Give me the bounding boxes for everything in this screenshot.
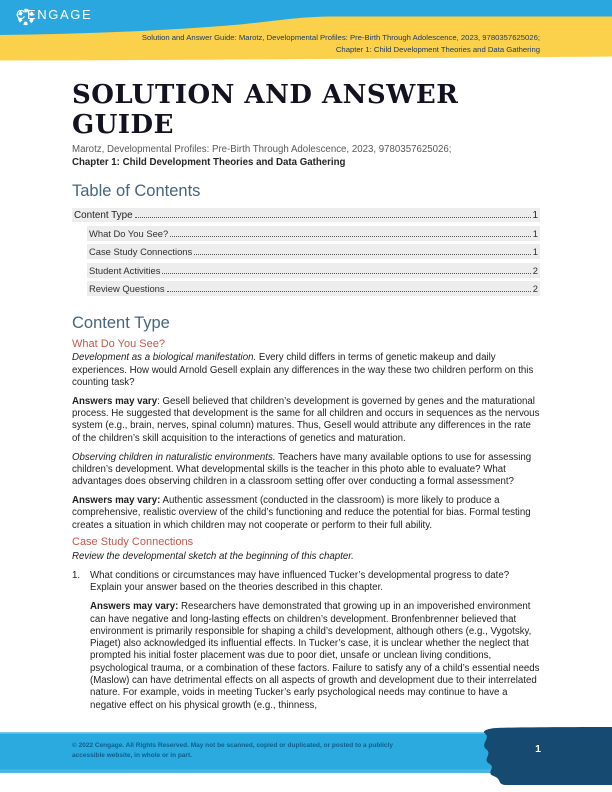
toc-entry[interactable] (72, 208, 540, 223)
toc-entry-label: Student Activities (89, 264, 161, 276)
toc-entry[interactable] (87, 244, 540, 259)
numbered-item (72, 570, 540, 595)
document-subtitle: Marotz, Developmental Profiles: Pre-Birth Through Adolescence, 2023, 9780357625026; (72, 144, 452, 155)
sections (72, 314, 540, 711)
paragraph: Answers may vary: Authentic assessment (conducted in the classroom) is more likely to produce a comprehensive, realistic overview of the child’s functioning and reduce the potential for bias. Formal testing creates a situation in which children may not cooperate or perform to their full ability. (72, 494, 531, 531)
running-header-line1: Solution and Answer Guide: Marotz, Developmental Profiles: Pre-Birth Through Adolescence, 2023, 9780357625026; (141, 33, 540, 42)
toc-page-number: 2 (532, 283, 538, 295)
document-chapter: Chapter 1: Child Development Theories and Data Gathering (72, 156, 346, 168)
cengage-logo (16, 7, 92, 22)
page-footer (0, 727, 612, 792)
running-header-line2: Chapter 1: Child Development Theories and Data Gathering (335, 44, 540, 54)
section-heading: Content Type (72, 314, 170, 333)
cengage-swirl-icon (16, 7, 36, 27)
subsection-heading: What Do You See? (72, 337, 165, 350)
page-number: 1 (535, 743, 541, 755)
toc-entry[interactable] (87, 226, 540, 241)
toc-page-number: 1 (532, 246, 538, 258)
toc-list (72, 208, 540, 297)
toc-heading: Table of Contents (72, 181, 201, 200)
paragraph: Answers may vary: Gesell believed that children’s development is governed by genes and the maturational process. He suggested that development is the same for all children and occurs in sequences as the nervous system (e.g., brain, nerves, spinal column) matures. Thus, Gesell would attribute any differences in the rate of the children’s skill acquisition to the interactions of genetics and maturation. (72, 395, 540, 444)
toc-entry-label: Review Questions (89, 283, 165, 295)
paragraph: Review the developmental sketch at the beginning of this chapter. (72, 550, 354, 562)
paragraph: Observing children in naturalistic environments. Teachers have many available options to use for assessing children’s development. What developmental skills is the teacher in this photo able to evaluate? What advantages does observing children in a classroom setting offer over conducting a formal assessment? (72, 451, 532, 488)
toc-entry-label: Content Type (74, 209, 133, 221)
toc-entry[interactable] (87, 281, 540, 296)
running-header (142, 32, 540, 55)
list-number: 1. (72, 570, 81, 582)
list-item-text: What conditions or circumstances may have influenced Tucker’s developmental progress to date? Explain your answer based on the theories described in this chapter. (90, 570, 510, 594)
toc-entry-label: Case Study Connections (89, 246, 193, 258)
toc-page-number: 1 (532, 209, 538, 221)
toc-page-number: 2 (532, 264, 538, 276)
brand-name: CENGAGE (16, 7, 93, 22)
copyright-notice: © 2022 Cengage. All Rights Reserved. May not be scanned, copied or duplicated, or posted to a publicly accessible website, in whole or in part. (72, 742, 393, 759)
document-subtitle-block (72, 144, 540, 170)
subsection-heading: Case Study Connections (72, 536, 194, 549)
toc-leader-dots (194, 254, 531, 255)
toc-leader-dots (170, 236, 531, 237)
toc-leader-dots (135, 217, 531, 218)
paragraph: Answers may vary: Researchers have demonstrated that growing up in an impoverished environment can have negative and long-lasting effects on children’s development. Bronfenbrenner believed that environment is primarily responsible for shaping a child’s development, although others (e.g., Vygotsky, Piaget) also acknowledged its influential effects. In Tucker’s case, it is unclear whether the neglect that prompted his initial foster placement was due to poor diet, unsafe or unclean living conditions, psychological trauma, or a combination of these factors. Failure to satisfy any of a child’s essential needs (Maslow) can have detrimental effects on all aspects of growth and development due to their interrelated nature. For example, voids in meeting Tucker’s early psychological needs may continue to have a negative effect on his physical growth (e.g., thinness, (90, 601, 540, 711)
document-title: SOLUTION AND ANSWER GUIDE (72, 80, 459, 140)
page-header (0, 0, 612, 64)
document-main (0, 80, 612, 712)
toc-entry[interactable] (87, 263, 540, 278)
paragraph: Development as a biological manifestation. Every child differs in terms of genetic makeup and daily experiences. How would Arnold Gesell explain any differences in the way these two children perform on this counting task? (72, 352, 534, 389)
toc-leader-dots (162, 273, 530, 274)
toc-leader-dots (167, 291, 531, 292)
toc-entry-label: What Do You See? (89, 227, 169, 239)
toc-page-number: 1 (532, 227, 538, 239)
